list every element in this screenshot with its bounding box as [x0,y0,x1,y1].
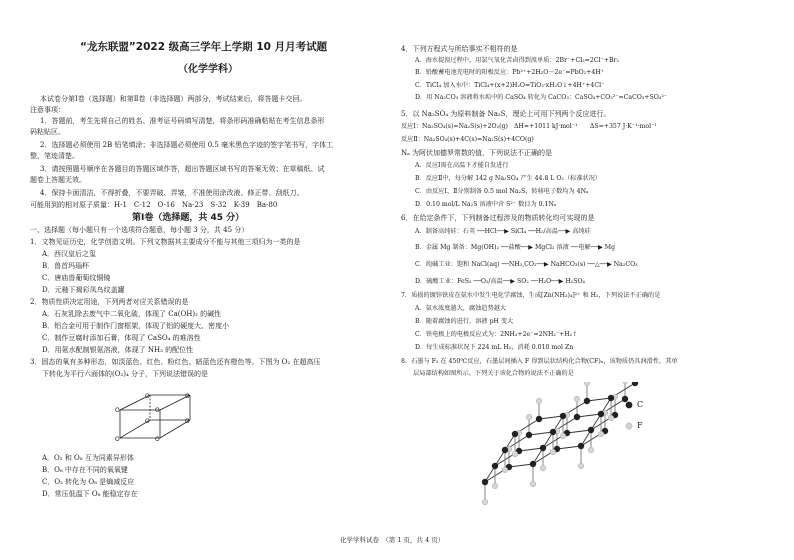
option-b: B．兽首玛瑙杯 [42,262,90,270]
fluorine-atom [540,465,546,471]
fluorine-atom [526,414,532,420]
notes-label: 注意事项： [30,106,65,114]
fluorine-atom-icon [626,423,632,429]
fluorine-atom [598,431,604,437]
exam-title: “龙东联盟”2022 级高三学年上学期 10 月月考试题 [80,41,328,53]
question-stem: Nₐ 为阿伏加德罗常数的值，下列说法不正确的是 [401,149,553,157]
option-c: C．TiCl₄ 加入水中：TiCl₄+(x+2)H₂O=TiO₂·xH₂O↓+4H⁺+4Cl⁻ [415,82,605,89]
option-b: B．铅酸蓄电池充电时的阳极反应：Pb²⁺+2H₂O－2e⁻=PbO₂+4H⁺ [415,69,604,76]
question-stem: 8．石墨与 F₂ 在 450℃反应，石墨层间插入 F 得到层状结构化合物(CF)ₓ，该物质仍具润滑性，其单 [401,358,678,365]
svg-text:O: O [115,436,120,443]
option-d: D．每生成标准状况下 224 mL H₂，消耗 0.010 mol Zn [415,344,574,351]
note-line: 2．选择题必须使用 2B 铅笔填涂；非选择题必须使用 0.5 毫米黑色字迹的签字笔书写，字体工 [40,141,334,149]
option-d: D．常压低温下 O₈ 能稳定存在 [42,490,138,498]
note-line: 4．保持卡面清洁，不得折叠，不要弄破、弄皱，不准使用涂改液、修正带、刮纸刀。 [40,189,304,197]
carbon-atom [502,447,508,453]
carbon-atom [598,411,604,417]
option-d: D．用 Na₂CO₃ 溶液将水垢中的 CaSO₄ 转化为 CaCO₃：CaSO₄+CO₃²⁻=CaCO₃+SO₄²⁻ [415,94,668,101]
section-title: 第Ⅰ卷（选择题，共 45 分） [132,213,245,223]
fluorine-atom [530,481,536,487]
carbon-atom [578,443,584,449]
fluorine-atom [512,451,518,457]
fluorine-atom [502,467,508,473]
carbon-atom [482,479,488,485]
question-stem: 3．固态的氧有多种形态，如淡蓝色、红色、粉红色、暗蓝色还有橙色等。下图为 O₂ 在超高压 [30,358,321,366]
section-instruction: 一、选择题（每小题只有一个选项符合题意，每小题 3 分，共 45 分） [30,226,249,234]
carbon-atom [584,398,590,404]
option-b: B．随着腐蚀的进行，溶液 pH 变大 [415,318,514,325]
question-stem: 层局部结构如图所示。下列关于该化合物的说法不正确的是 [413,370,574,377]
carbon-atom [530,461,536,467]
option-c: C．O₂ 转化为 O₈ 是熵减反应 [42,478,135,486]
carbon-atom [536,416,542,422]
question-stem: 2．物质性质决定用途，下列两者对应关系错误的是 [30,298,189,306]
option-c: C．纯碱工业：饱和 NaCl(aq) ──NH₃,CO₂──▶ NaHCO₃(s) ──△──▶ Na₂CO₃ [415,261,638,268]
o8-structure-figure [105,390,205,448]
legend-carbon-label: C [637,400,644,409]
question-stem: 反应Ⅱ：Na₂SO₄(s)+4C(s)=Na₂S(s)+4CO(g) [401,136,534,143]
carbon-atom [608,395,614,401]
notes-intro: 本试卷分第Ⅰ卷（选择题）和第Ⅱ卷（非选择题）两部分，考试结束后，将答题卡交回。 [40,95,307,103]
option-d: D．元釉下褐彩凤鸟纹盖罐 [42,286,125,294]
fluorine-atom [588,447,594,453]
svg-text:O: O [145,418,150,425]
carbon-atom [574,414,580,420]
note-line: 3．请按照题号顺序在各题目的答题区域作答，超出答题区域书写的答案无效；在草稿纸、试 [40,165,325,173]
carbon-atom [588,427,594,433]
question-stem: 4．下列方程式与所给事实不相符的是 [401,45,518,53]
question-stem: 7．质损的镀锌铁皮在氨水中发生电化学腐蚀，生成[Zn(NH₃)₄]²⁺ 和 H₂，下列说法不正确的是 [401,292,661,299]
carbon-atom-icon [626,402,633,409]
option-c: C．由反应Ⅰ、Ⅱ分别制备 0.5 mol Na₂S，转移电子数均为 4Nₐ [415,188,589,195]
legend-fluorine-label: F [637,421,643,430]
option-b: B．铝合金可用于制作门窗框架，体现了铝的硬度大、密度小 [42,322,230,330]
carbon-atom [632,382,638,386]
fluorine-atom [482,499,488,505]
carbon-atom [540,445,546,451]
option-b: B．O₈ 中存在不同的氧氧键 [42,466,128,474]
fluorine-atom [608,415,614,421]
svg-text:O: O [115,407,120,414]
option-d: D．0.10 mol/L Na₂S 溶液中含 S²⁻ 数目为 0.1Nₐ [415,201,557,208]
page-footer: 化学学科试卷 （第 1 页，共 4 页） [340,536,445,544]
note-line: 1．答题前，考生先将自己的姓名、准考证号码填写清楚，将条形码准确粘贴在考生信息条形 [40,117,325,125]
option-a: A．海水提溴过程中，用氯气氧化苦卤得到溴单质：2Br⁻+Cl₂=2Cl⁻+Br₂ [415,57,619,64]
option-a: A．制备高纯硅：石英 ──HCl──▶ SiCl₄ ──H₂/高温──▶ 高纯硅 [415,228,591,235]
carbon-atom [526,432,532,438]
legend-markers [623,398,635,438]
fluorine-atom [574,396,580,402]
option-a: A．氨水浓度越大，腐蚀趋势越大 [415,305,507,312]
question-stem: 6．在给定条件下，下列制备过程涉及的物质转化均可实现的是 [401,214,595,222]
question-stem: 5．以 Na₂SO₄ 为原料制备 Na₂S，理论上可用下列两个反应进行。 [401,110,611,118]
fluorine-atom [492,483,498,489]
option-d: D．硫酸工业：FeS₂ ──O₂/高温──▶ SO₂ ──H₂O──▶ H₂SO₄ [415,278,586,285]
svg-text:O: O [155,407,160,414]
option-a: A．O₂ 和 O₈ 互为同素异形体 [42,454,134,462]
svg-text:O: O [185,418,190,425]
option-a: A．西汉皇后之玺 [42,250,97,258]
carbon-atom [512,431,518,437]
option-a: A．石灰乳除去废气中二氧化硫，体现了 Ca(OH)₂ 的碱性 [42,310,222,318]
option-d: D．用氨水配制银氨溶液，体现了 NH₃ 的配位性 [42,346,194,354]
note-line: 题卷上答题无效。 [30,176,86,184]
question-stem: 反应Ⅰ：Na₂SO₄(s)=Na₂S(s)+2O₂(g) ΔH=+1011 kJ·mol⁻¹ ΔS=+357 J·K⁻¹·mol⁻¹ [401,123,657,130]
fluorine-atom [578,463,584,469]
option-c: C．唐庙兽葡萄纹铜镜 [42,274,111,282]
question-stem: 1．文物见证历史，化学创造文明。下列文物据其主要成分不能与其他三项归为一类的是 [30,238,301,246]
carbon-atom [550,429,556,435]
option-b: B．反应Ⅱ中，每分解 142 g Na₂SO₄ 产生 44.8 L O₂（标准状况） [415,175,602,182]
carbon-atom [492,463,498,469]
svg-text:O: O [185,393,190,400]
question-stem: 下转化为平行六面体的(O₂)₄ 分子，下列说法错误的是 [42,370,209,378]
option-b: B．金属 Mg 制备：Mg(OH)₂ ──盐酸──▶ MgCl₂ 溶液 ──电解──▶ Mg [415,244,616,251]
fluorine-atom [560,433,566,439]
exam-subject: （化学学科） [178,64,238,75]
svg-text:O: O [155,436,160,443]
note-line: 码粘贴区。 [30,128,65,136]
note-line: 整、笔迹清楚。 [30,152,79,160]
fluorine-atom [536,398,542,404]
fluorine-atom [622,382,628,384]
fluorine-atom [550,449,556,455]
fluorine-atom [584,382,590,386]
svg-text:O: O [145,393,150,400]
option-a: A．反应Ⅰ需在高温下才能自发进行 [415,162,509,169]
option-c: C．铁电极上的电极反应式为：2NH₃+2e⁻=2NH₂⁻+H₂↑ [415,331,578,338]
option-c: C．制作豆腐时添加石膏，体现了 CaSO₄ 的难溶性 [42,334,201,342]
carbon-atom [560,413,566,419]
atomic-masses: 可能用到的相对原子质量：H-1 C-12 O-16 Na-23 S-32 K-39 Ba-80 [30,201,278,209]
